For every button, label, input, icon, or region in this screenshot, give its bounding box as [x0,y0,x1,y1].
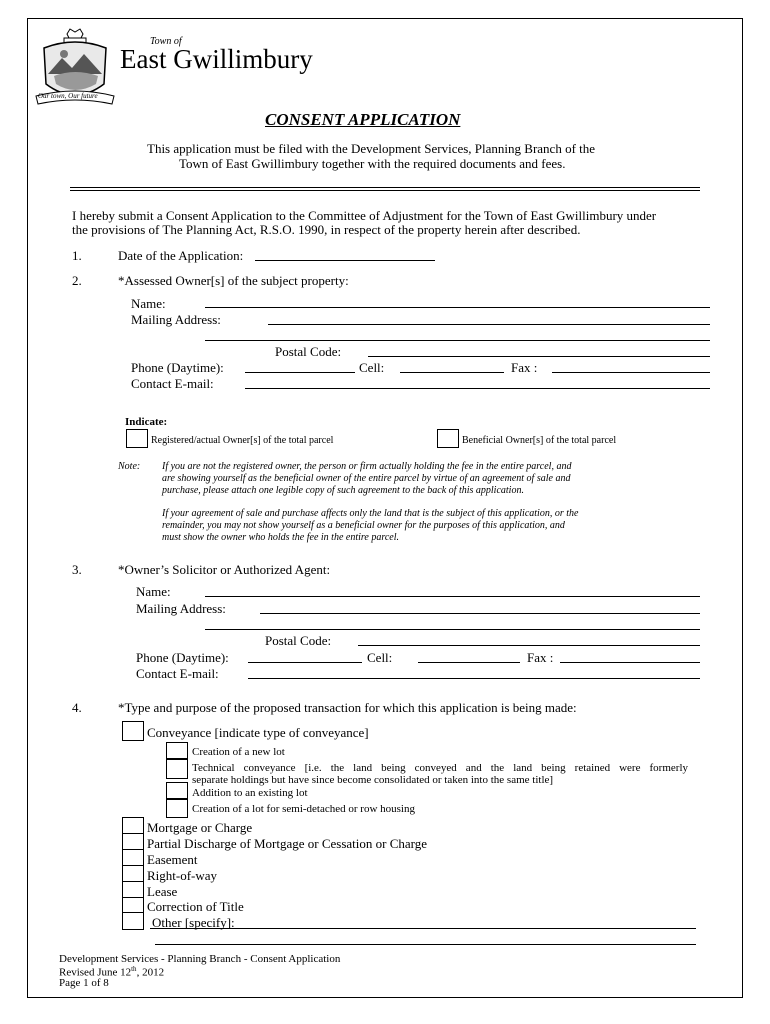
technical-line-2: separate holdings but have since become consolidated or taken into the same title] [192,774,554,786]
new-lot-checkbox[interactable] [166,742,188,759]
owner-postal-field[interactable] [368,356,710,357]
owner-phone-label: Phone (Daytime): [131,360,224,375]
technical-conveyance-label [192,762,688,786]
agent-email-field[interactable] [248,678,700,679]
owner-email-field[interactable] [245,388,710,389]
mortgage-checkbox[interactable] [122,817,144,834]
transaction-section-label: *Type and purpose of the proposed transaction for which this application is being made: [118,700,577,715]
semi-detached-label: Creation of a lot for semi-detached or row housing [192,803,415,815]
lease-label: Lease [147,884,178,899]
indicate-label: Indicate: [125,416,168,428]
conveyance-label: Conveyance [indicate type of conveyance] [147,725,369,740]
note-p2-line-1: If your agreement of sale and purchase affects only the land that is the subject of this application, or the [162,508,579,519]
registered-owner-label: Registered/actual Owner[s] of the total parcel [151,435,334,446]
agent-postal-field[interactable] [358,645,700,646]
correction-title-checkbox[interactable] [122,897,144,913]
footer-revised-sup: th [131,965,137,973]
submit-line-1: I hereby submit a Consent Application to the Committee of Adjustment for the Town of East Gwillimbury under [72,208,657,223]
submit-line-2: the provisions of The Planning Act, R.S.O. 1990, in respect of the property herein after described. [72,222,581,237]
note-paragraph-2 [162,508,700,544]
logo-town-of: Town of [150,36,182,47]
technical-conveyance-checkbox[interactable] [166,759,188,779]
other-label: Other [specify]: [152,915,235,930]
agent-name-field[interactable] [205,596,700,597]
date-field[interactable] [255,260,435,261]
logo-motto: Our town, Our future [38,92,98,100]
partial-discharge-label: Partial Discharge of Mortgage or Cessation or Charge [147,836,428,851]
owner-mailing-label: Mailing Address: [131,312,221,327]
other-specify-field-1[interactable] [150,928,696,929]
agent-cell-label: Cell: [367,650,393,665]
conveyance-checkbox[interactable] [122,721,144,741]
town-logo [34,26,364,116]
owner-cell-field[interactable] [400,372,504,373]
agent-mailing-field-2[interactable] [205,629,700,630]
agent-cell-field[interactable] [418,662,520,663]
other-specify-field-2[interactable] [155,944,696,945]
agent-name-label: Name: [136,584,171,599]
intro-line-2: Town of East Gwillimbury together with the required documents and fees. [179,156,566,171]
other-checkbox[interactable] [122,912,144,930]
semi-detached-checkbox[interactable] [166,799,188,818]
note-p1-line-3: purchase, please attach one legible copy of such agreement to the back of this application. [162,485,524,496]
date-label: Date of the Application: [118,248,244,263]
footer-page-number: Page 1 of 8 [59,977,109,989]
note-p2-line-2: remainder, you may not show yourself as a beneficial owner for the purposes of this application, and [162,520,565,531]
owner-email-label: Contact E-mail: [131,376,214,391]
footer-revised-year: , 2012 [136,966,165,979]
owner-fax-label: Fax : [511,360,538,375]
q1-number: 1. [72,248,82,263]
mortgage-label: Mortgage or Charge [147,820,253,835]
right-of-way-label: Right-of-way [147,868,218,883]
agent-fax-label: Fax : [527,650,554,665]
easement-checkbox[interactable] [122,849,144,866]
agent-mailing-label: Mailing Address: [136,601,226,616]
agent-mailing-field-1[interactable] [260,613,700,614]
note-p2-line-3: must show the owner who holds the fee in the entire parcel. [162,532,400,543]
partial-discharge-checkbox[interactable] [122,833,144,850]
owner-cell-label: Cell: [359,360,385,375]
note-p1-line-1: If you are not the registered owner, the person or firm actually holding the fee in the entire parcel, and [162,461,572,472]
owner-postal-label: Postal Code: [275,344,342,359]
owner-name-label: Name: [131,296,166,311]
agent-fax-field[interactable] [560,662,700,663]
easement-label: Easement [147,852,198,867]
owner-section-label: *Assessed Owner[s] of the subject property: [118,273,349,288]
agent-section-label: *Owner’s Solicitor or Authorized Agent: [118,562,331,577]
owner-mailing-field-2[interactable] [205,340,710,341]
footer-revised-date: Revised June 12 [59,966,132,979]
agent-phone-field[interactable] [248,662,362,663]
page-title: CONSENT APPLICATION [265,110,461,129]
q3-number: 3. [72,562,82,577]
addition-lot-label: Addition to an existing lot [192,787,308,799]
section-divider [70,187,700,191]
beneficial-owner-checkbox[interactable] [437,429,459,448]
new-lot-label: Creation of a new lot [192,746,285,758]
note-p1-line-2: are showing yourself as the beneficial owner of the entire parcel by virtue of an agreement of sale and [162,473,571,484]
note-paragraph-1 [162,461,700,497]
q2-number: 2. [72,273,82,288]
owner-name-field[interactable] [205,307,710,308]
beneficial-owner-label: Beneficial Owner[s] of the total parcel [462,435,617,446]
addition-lot-checkbox[interactable] [166,782,188,799]
technical-line-1: Technical conveyance [i.e. the land being conveyed and the land being retained were formerly [192,762,688,774]
note-label: Note: [118,461,141,472]
logo-town-name: East Gwillimbury [120,44,313,74]
correction-title-label: Correction of Title [147,899,244,914]
right-of-way-checkbox[interactable] [122,865,144,882]
owner-phone-field[interactable] [245,372,355,373]
agent-postal-label: Postal Code: [265,633,332,648]
footer-department: Development Services - Planning Branch - Consent Application [59,953,341,965]
agent-email-label: Contact E-mail: [136,666,219,681]
q4-number: 4. [72,700,82,715]
intro-line-1: This application must be filed with the Development Services, Planning Branch of the [147,141,596,156]
lease-checkbox[interactable] [122,881,144,898]
registered-owner-checkbox[interactable] [126,429,148,448]
agent-phone-label: Phone (Daytime): [136,650,229,665]
owner-mailing-field-1[interactable] [268,324,710,325]
owner-fax-field[interactable] [552,372,710,373]
